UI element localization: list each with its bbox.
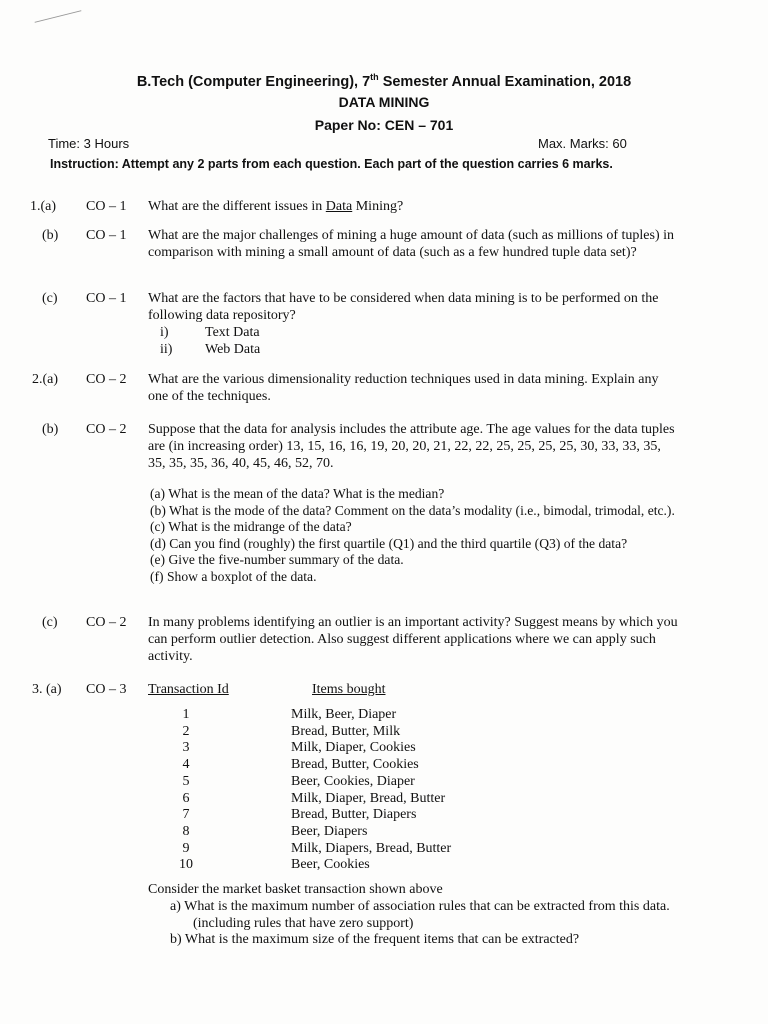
list-item: (e) Give the five-number summary of the data. (150, 552, 404, 567)
sub-question-list (150, 486, 710, 585)
list-item: i) Text Data (160, 325, 260, 340)
table-row: 6 Milk, Diaper, Bread, Butter (182, 790, 446, 806)
list-item: a) What is the maximum number of association rules that can be extracted from this data.(including rules that have zero support) (170, 898, 670, 931)
column-header-transaction-id: Transaction Id (148, 682, 229, 697)
table-row: 7 Bread, Butter, Diapers (182, 807, 417, 823)
subject-title: DATA MINING (338, 94, 430, 110)
table-row: 9 Milk, Diapers, Bread, Butter (182, 840, 452, 856)
list-item: (a) What is the mean of the data? What is the median? (150, 486, 445, 501)
table-row: 10 Beer, Cookies (179, 857, 370, 873)
question-3a-parts (148, 882, 708, 949)
transaction-table (148, 682, 648, 873)
exam-title: B.Tech (Computer Engineering), 7th Semester Annual Examination, 2018 (136, 72, 632, 90)
table-row: 2 Bread, Butter, Milk (182, 723, 401, 739)
list-item: ii) Web Data (160, 342, 261, 357)
time-marks-line (0, 136, 768, 156)
table-row: 5 Beer, Cookies, Diaper (182, 773, 415, 789)
table-row: 1 Milk, Beer, Diaper (182, 707, 397, 722)
max-marks: Max. Marks: 60 (538, 136, 627, 151)
list-item: (b) What is the mode of the data? Comment on the data’s modality (i.e., bimodal, trimodal, etc.). (150, 502, 675, 518)
table-row: 3 Milk, Diaper, Cookies (182, 740, 416, 756)
table-row: 8 Beer, Diapers (182, 823, 368, 839)
list-item: b) What is the maximum size of the frequent items that can be extracted? (170, 932, 580, 948)
list-item: (c) What is the midrange of the data? (150, 519, 352, 534)
column-header-items-bought: Items bought (312, 682, 386, 697)
list-item: (d) Can you find (roughly) the first quartile (Q1) and the third quartile (Q3) of the data? (150, 535, 628, 551)
consider-text: Consider the market basket transaction shown above (148, 882, 443, 897)
list-item: (f) Show a boxplot of the data. (150, 568, 317, 584)
instruction: Instruction: Attempt any 2 parts from each question. Each part of the question carries 6 marks. (50, 157, 613, 171)
table-row: 4 Bread, Butter, Cookies (182, 757, 419, 773)
pen-mark (35, 10, 82, 23)
paper-number: Paper No: CEN – 701 (314, 117, 454, 133)
time-allowed: Time: 3 Hours (48, 136, 130, 151)
